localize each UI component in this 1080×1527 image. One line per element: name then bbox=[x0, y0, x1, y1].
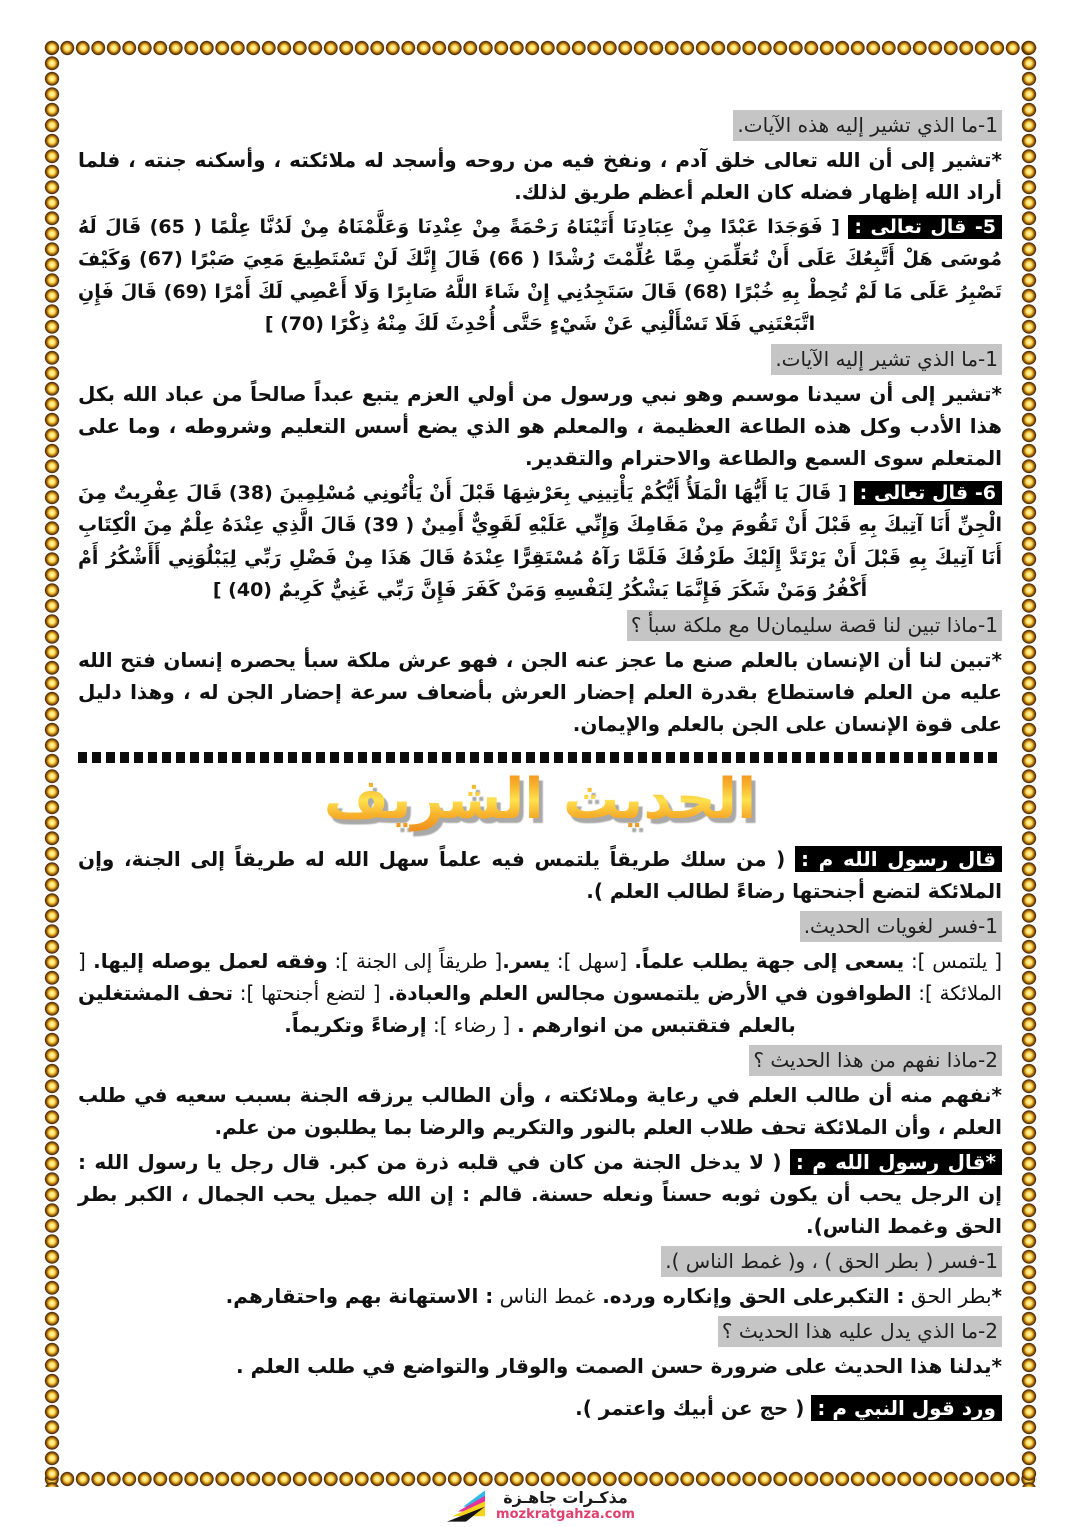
quran-verse-5 bbox=[78, 211, 1002, 340]
question-row bbox=[78, 1045, 1002, 1076]
answer-ayat-1: *تشير إلى أن الله تعالى خلق آدم ، ونفخ فيه من روحه وأسجد له ملائكته ، وأسكنه جنته ، فلما أراد الله إظهار فضله كان العلم أعظم طريق لذلك. bbox=[78, 148, 1002, 204]
text-segment: وفقه لعمل يوصله إليها. bbox=[85, 949, 328, 974]
question-understanding: 2-ماذا نفهم من هذا الحديث ؟ bbox=[749, 1045, 1002, 1076]
hadith-2-text: ( لا يدخل الجنة من كان في قلبه ذرة من كبر. قال رجل يا رسول الله : إن الرجل يحب أن يكون ثوبه حسناً ونعله حسنة. قالم : إن الله جميل يحب الجمال ، الكبر بطر الحق وغمط الناس). bbox=[78, 1150, 1002, 1239]
decorative-border-right bbox=[1021, 40, 1037, 1487]
page-content bbox=[78, 106, 1002, 1427]
decorative-border-left bbox=[44, 40, 60, 1487]
verse-5-label: 5- قال تعالى : bbox=[848, 215, 1002, 239]
hadith-1 bbox=[78, 843, 1002, 907]
text-segment: يسعى إلى جهة يطلب علماً. bbox=[627, 949, 905, 974]
hadith-3-label: ورد قول النبي م : bbox=[811, 1395, 1002, 1421]
text-segment: غمط الناس bbox=[493, 1284, 596, 1309]
text-segment: [سهل ]: bbox=[550, 949, 628, 974]
text-segment: [ طريقاً إلى الجنة ]: bbox=[327, 949, 503, 974]
verse-5-text: [ فَوَجَدَا عَبْدًا مِنْ عِبَادِنَا أَتَيْنَاهُ رَحْمَةً مِنْ عِنْدِنَا وَعَلَّمْنَاهُ مِنْ لَدُنَّا عِلْمًا ( 65) قَالَ لَهُ مُوسَى هَلْ أَتَّبِعُكَ عَلَى أَنْ تُعَلِّمَنِ مِمَّا عُلِّمْتَ رُشْدًا ( 66) قَالَ إِنَّكَ لَنْ تَسْتَطِيعَ مَعِيَ صَبْرًا (67) وَكَيْفَ تَصْبِرُ عَلَى مَا لَمْ تُحِطْ بِهِ خُبْرًا (68) قَالَ سَتَجِدُنِي إِنْ شَاءَ اللَّهُ صَابِرًا وَلَا أَعْصِي لَكَ أَمْرًا (69) قَالَ فَإِنِ اتَّبَعْتَنِي فَلَا تَسْأَلْنِي عَنْ شَيْءٍ حَتَّى أُحْدِثَ لَكَ مِنْهُ ذِكْرًا (70) ] bbox=[78, 216, 1002, 335]
question-ayat-1: 1-ما الذي تشير إليه هذه الآيات. bbox=[733, 110, 1002, 141]
answer-suleiman: *تبين لنا أن الإنسان بالعلم صنع ما عجز عنه الجن ، فهو عرش ملكة سبأ يحصره إنسان فتح الله عليه من العلم فاستطاع بقدرة العلم إحضار العرش بأضعاف سرعة إحضار الجن له ، وهذا دليل على قوة الإنسان على الجن بالعلم والإيمان. bbox=[78, 648, 1002, 737]
hadith-2 bbox=[78, 1146, 1002, 1242]
hadith-3-text: ( حج عن أبيك واعتمر ). bbox=[575, 1396, 805, 1421]
decorative-border-top bbox=[44, 40, 1037, 56]
text-segment: : التكبرعلى الحق وإنكاره ورده. bbox=[595, 1284, 905, 1309]
answer-lesson: *يدلنا هذا الحديث على ضرورة حسن الصمت والوقار والتواضع في طلب العلم . bbox=[236, 1354, 1002, 1379]
text-segment: إرضاءً وتكريماً. bbox=[284, 1013, 427, 1038]
verse-6-text: [ قَالَ يَا أَيُّهَا الْمَلَأُ أَيُّكُمْ يَأْتِينِي بِعَرْشِهَا قَبْلَ أَنْ يَأْتُونِي مُسْلِمِينَ (38) قَالَ عِفْرِيتٌ مِنَ الْجِنِّ أَنَا آتِيكَ بِهِ قَبْلَ أَنْ تَقُومَ مِنْ مَقَامِكَ وَإِنِّي عَلَيْهِ لَقَوِيٌّ أَمِينٌ ( 39) قَالَ الَّذِي عِنْدَهُ عِلْمٌ مِنَ الْكِتَابِ أَنَا آتِيكَ بِهِ قَبْلَ أَنْ يَرْتَدَّ إِلَيْكَ طَرْفُكَ فَلَمَّا رَآهُ مُسْتَقِرًّا عِنْدَهُ قَالَ هَذَا مِنْ فَضْلِ رَبِّي لِيَبْلُوَنِي أَأَشْكُرُ أَمْ أَكْفُرُ وَمَنْ شَكَرَ فَإِنَّمَا يَشْكُرُ لِنَفْسِهِ وَمَنْ كَفَرَ فَإِنَّ رَبِّي غَنِيٌّ كَرِيمٌ (40) ] bbox=[78, 482, 1002, 602]
quran-verse-6 bbox=[78, 477, 1002, 606]
text-segment: [ يلتمس ]: bbox=[904, 949, 1003, 974]
vocab-definitions bbox=[78, 945, 1002, 1041]
question-batar: 1-فسر ( بطر الحق ) ، و( غمط الناس ). bbox=[661, 1246, 1002, 1277]
text-segment: : الاستهانة بهم واحتقارهم. bbox=[225, 1284, 494, 1309]
question-row bbox=[78, 344, 1002, 375]
question-lesson: 2-ما الذي يدل عليه هذا الحديث ؟ bbox=[718, 1316, 1002, 1347]
answer-understanding: *نفهم منه أن طالب العلم في رعاية وملائكته ، وأن الطالب يرزقه الجنة بسبب سعيه في طلب العلم ، وأن الملائكة تحف طلاب العلم بالنور والتكريم والرضا بما يطلبون من علم. bbox=[78, 1083, 1002, 1140]
question-row bbox=[78, 110, 1002, 141]
hadith-1-text: ( من سلك طريقاً يلتمس فيه علماً سهل الله له طريقاً إلى الجنة، وإن الملائكة لتضع أجنحتها رضاءً لطالب العلم ). bbox=[78, 847, 1002, 904]
footer-logo bbox=[0, 1489, 1080, 1523]
hadith-1-label: قال رسول الله م : bbox=[795, 846, 1002, 872]
question-suleiman: 1-ماذا تبين لنا قصة سليمانU مع ملكة سبأ ؟ bbox=[627, 610, 1002, 641]
question-row bbox=[78, 911, 1002, 942]
text-segment: [ رضاء ]: bbox=[426, 1013, 511, 1038]
text-segment: تحف المشتغلين بالعلم فتقتبس من انوارهم . bbox=[78, 981, 796, 1038]
question-row bbox=[78, 1246, 1002, 1277]
logo-arrow-icon bbox=[445, 1489, 487, 1523]
footer-text bbox=[496, 1489, 635, 1522]
question-ayat-2: 1-ما الذي تشير إليه الآيات. bbox=[771, 344, 1002, 375]
dotted-divider bbox=[78, 752, 1002, 763]
text-segment: * bbox=[991, 1284, 1002, 1309]
answer-batar bbox=[78, 1280, 1002, 1312]
text-segment: يسر. bbox=[502, 949, 551, 974]
question-vocab: 1-فسر لغويات الحديث. bbox=[800, 911, 1002, 942]
text-segment: [ الملائكة ]: bbox=[78, 949, 1002, 1006]
section-title-wordart: الحديث الشريف bbox=[324, 765, 757, 835]
text-segment: بطر الحق bbox=[904, 1284, 992, 1309]
decorative-border-bottom bbox=[44, 1471, 1037, 1487]
brand-domain: mozkratgahza.com bbox=[496, 1506, 635, 1522]
hadith-3 bbox=[78, 1392, 1002, 1424]
section-title-wrap bbox=[78, 765, 1002, 835]
brand-name: مذكـرات جاهـزة bbox=[503, 1488, 628, 1508]
answer-ayat-2: *تشير إلى أن سيدنا موسىم وهو نبي ورسول من أولي العزم يتبع عبداً صالحاً من عباد الله بكل هذا الأدب وكل هذه الطاعة العظيمة ، والمعلم هو الذي يضع أسس التعليم وشروطه ، وما على المتعلم سوى السمع والطاعة والاحترام والتقدير. bbox=[78, 382, 1002, 471]
verse-6-label: 6- قال تعالى : bbox=[854, 481, 1002, 505]
text-segment: الطوافون في الأرض يلتمسون مجالس العلم والعبادة. bbox=[380, 981, 912, 1006]
question-row bbox=[78, 1316, 1002, 1347]
text-segment: [ لتضع أجنحتها ]: bbox=[232, 981, 381, 1006]
question-row bbox=[78, 610, 1002, 641]
hadith-2-label: *قال رسول الله م : bbox=[790, 1149, 1002, 1175]
